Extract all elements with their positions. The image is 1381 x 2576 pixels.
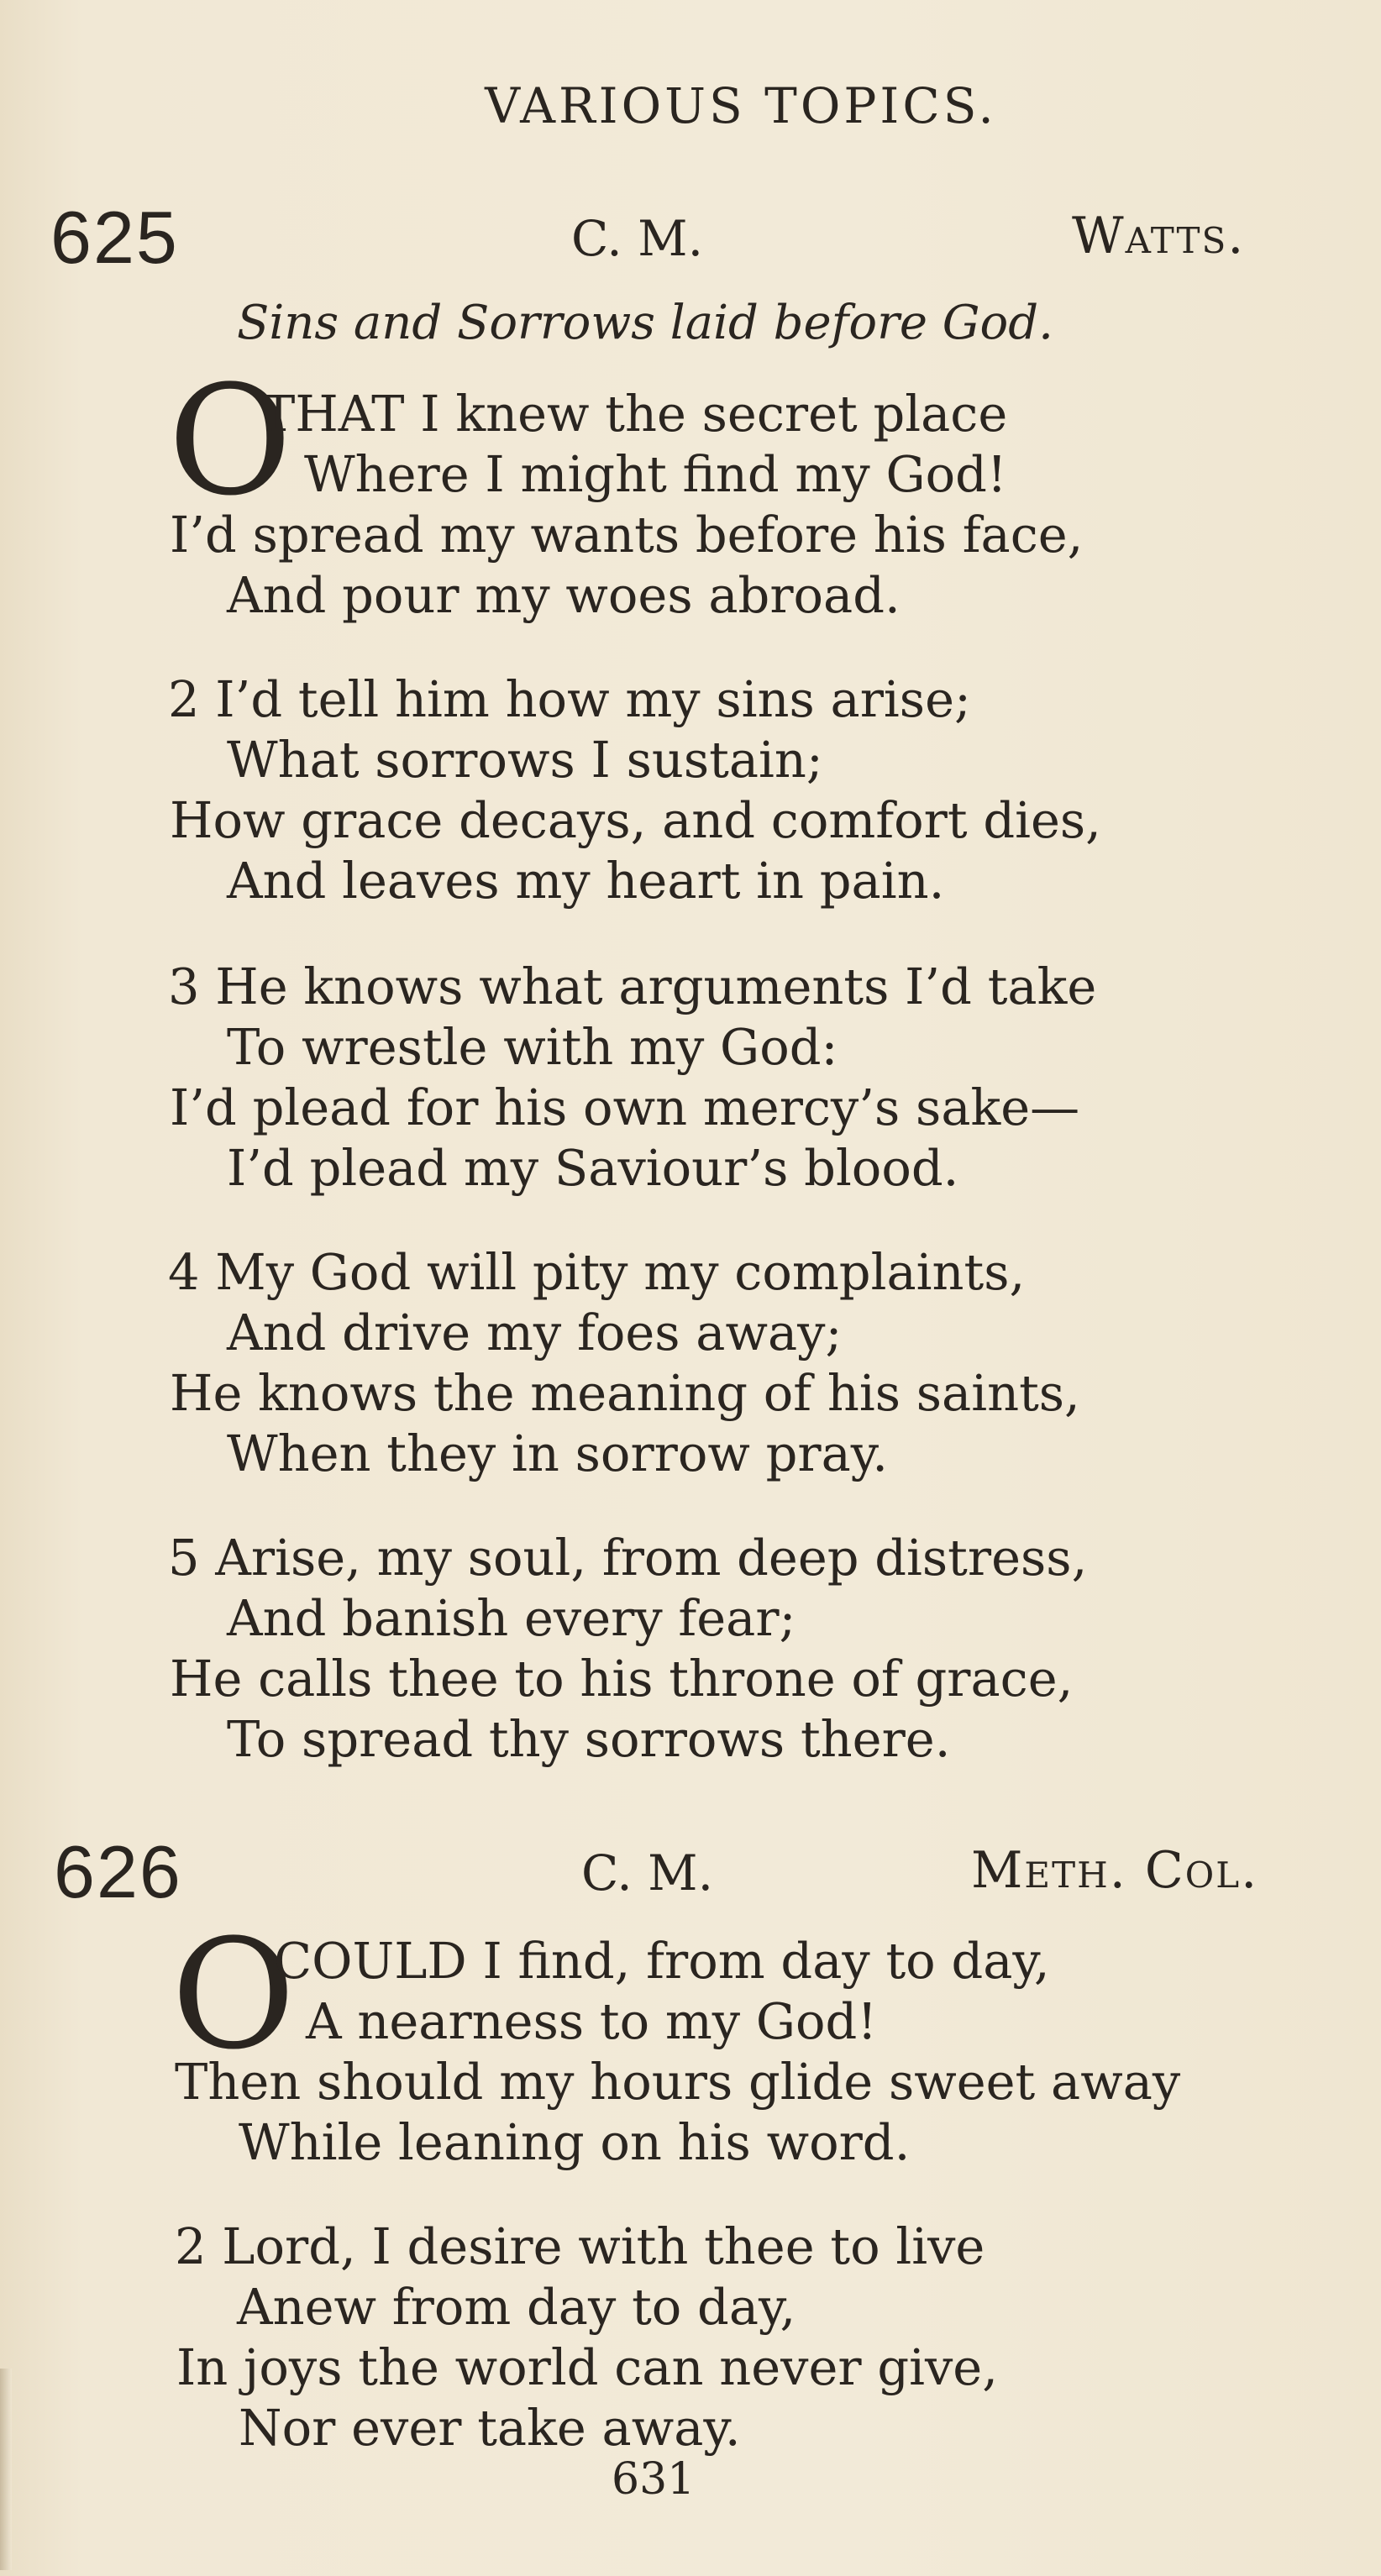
verse-line: To wrestle with my God: (227, 1018, 838, 1076)
verse-line: 3 He knows what arguments I’d take (168, 957, 1097, 1015)
verse-line: Then should my hours glide sweet away (175, 2053, 1181, 2111)
page-number: 631 (612, 2454, 696, 2505)
verse-line: He calls thee to his throne of grace, (170, 1650, 1074, 1708)
verse-line: I’d plead my Saviour’s blood. (227, 1139, 959, 1197)
verse-line: Where I might find my God! (304, 445, 1007, 503)
drop-cap: O (171, 1907, 296, 2083)
hymn-author: Meth. Col. (971, 1841, 1259, 1900)
hymn-subtitle: Sins and Sorrows laid before God. (237, 296, 1053, 350)
verse-line: He knows the meaning of his saints, (170, 1364, 1080, 1422)
hymn-meter: C. M. (581, 1844, 714, 1902)
hymn-meter: C. M. (571, 210, 704, 267)
hymn-number: 625 (50, 196, 179, 279)
hymn-number: 626 (54, 1830, 182, 1913)
verse-line: And leaves my heart in pain. (227, 852, 945, 910)
verse-line: THAT I knew the secret place (262, 385, 1008, 443)
verse-line: Anew from day to day, (237, 2278, 796, 2336)
verse-line: When they in sorrow pray. (227, 1424, 889, 1482)
verse-line: How grace decays, and comfort dies, (170, 791, 1101, 849)
verse-line: Nor ever take away. (239, 2399, 741, 2457)
verse-line: To spread thy sorrows there. (227, 1710, 951, 1768)
verse-line: I’d plead for his own mercy’s sake— (170, 1078, 1080, 1136)
verse-line: While leaning on his word. (239, 2113, 911, 2171)
verse-line: COULD I find, from day to day, (274, 1932, 1050, 1990)
verse-line: In joys the world can never give, (176, 2338, 998, 2396)
hymn-author: Watts. (1072, 207, 1246, 265)
verse-line: And pour my woes abroad. (227, 566, 901, 624)
running-header: VARIOUS TOPICS. (485, 77, 997, 134)
page-edge-shadow (0, 2369, 12, 2570)
verse-line: 4 My God will pity my complaints, (168, 1243, 1026, 1301)
verse-line: And drive my foes away; (227, 1304, 843, 1361)
verse-line: I’d spread my wants before his face, (170, 506, 1084, 564)
verse-line: 2 I’d tell him how my sins arise; (168, 670, 971, 728)
verse-line: A nearness to my God! (306, 1992, 878, 2050)
drop-cap: O (168, 354, 292, 529)
verse-line: 2 Lord, I desire with thee to live (175, 2217, 985, 2275)
verse-line: And banish every fear; (227, 1589, 796, 1647)
verse-line: What sorrows I sustain; (227, 731, 823, 789)
verse-line: 5 Arise, my soul, from deep distress, (168, 1529, 1088, 1587)
